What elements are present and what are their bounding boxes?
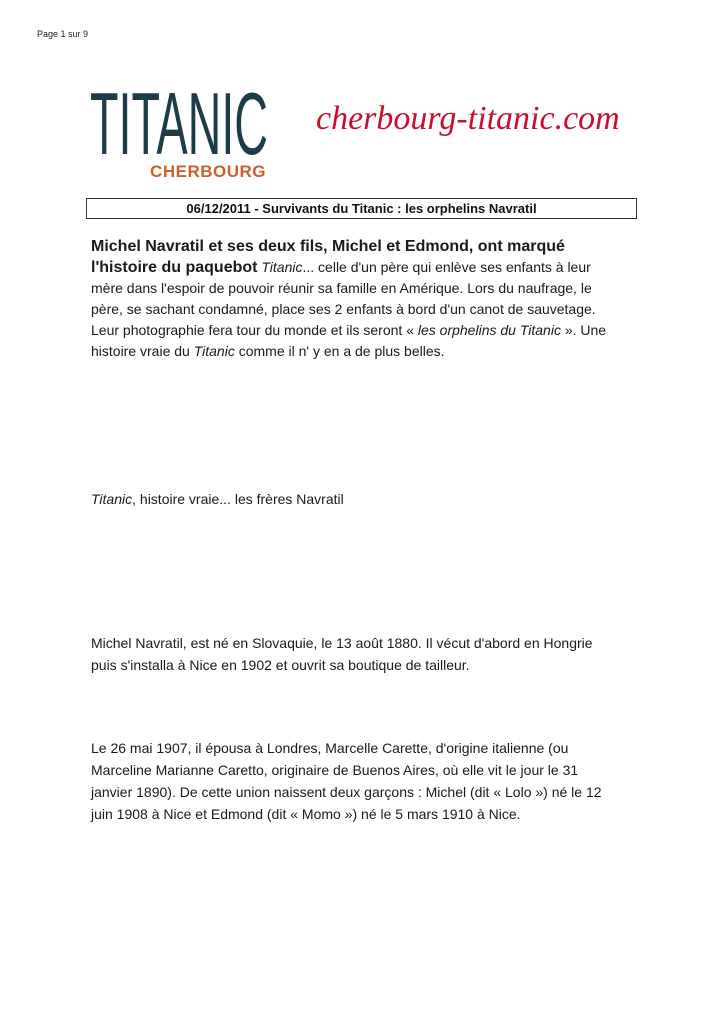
- paragraph-line: Michel Navratil, est né en Slovaquie, le 13 août 1880. Il vécut d'abord en Hongrie: [91, 635, 593, 651]
- site-name-link[interactable]: cherbourg-titanic.com: [316, 100, 620, 137]
- titanic-italic: Titanic: [91, 491, 133, 507]
- subtitle-text: , histoire vraie... les frères Navratil: [132, 491, 344, 507]
- lead-bold-line: l'histoire du paquebot: [91, 259, 258, 276]
- logo-main-text: TITANIC: [90, 84, 268, 156]
- lead-text: comme il n' y en a de plus belles.: [234, 343, 445, 359]
- lead-text: mère dans l'espoir de pouvoir réunir sa famille en Amérique. Lors du naufrage, le: [91, 280, 592, 296]
- lead-text: histoire vraie du: [91, 343, 194, 359]
- titanic-cherbourg-logo[interactable]: [90, 84, 270, 184]
- paragraph-line: puis s'installa à Nice en 1902 et ouvrit sa boutique de tailleur.: [91, 657, 470, 673]
- lead-text: père, se sachant condamné, place ses 2 enfants à bord d'un canot de sauvetage.: [91, 301, 596, 317]
- lead-paragraph: [91, 236, 651, 362]
- paragraph-line: Le 26 mai 1907, il épousa à Londres, Marcelle Carette, d'origine italienne (ou: [91, 740, 569, 756]
- paragraph-marriage: [91, 737, 651, 825]
- logo-subtitle: CHERBOURG: [150, 162, 266, 181]
- article-title: 06/12/2011 - Survivants du Titanic : les orphelins Navratil: [86, 198, 637, 219]
- titanic-italic: Titanic: [261, 259, 303, 275]
- lead-text: Leur photographie fera tour du monde et ils seront «: [91, 322, 418, 338]
- titanic-logo-text: [90, 84, 270, 156]
- lead-text: ... celle d'un père qui enlève ses enfants à leur: [302, 259, 591, 275]
- lead-text: ». Une: [560, 322, 607, 338]
- paragraph-line: juin 1908 à Nice et Edmond (dit « Momo ») né le 5 mars 1910 à Nice.: [91, 806, 521, 822]
- orphelins-italic: les orphelins du Titanic: [417, 322, 561, 338]
- paragraph-birth: [91, 632, 651, 676]
- section-subtitle: [91, 488, 651, 510]
- paragraph-line: janvier 1890). De cette union naissent deux garçons : Michel (dit « Lolo ») né le 12: [91, 784, 602, 800]
- paragraph-line: Marceline Marianne Caretto, originaire de Buenos Aires, où elle vit le jour le 31: [91, 762, 579, 778]
- page-number: Page 1 sur 9: [37, 29, 89, 39]
- titanic-italic: Titanic: [193, 343, 235, 359]
- lead-bold-line: Michel Navratil et ses deux fils, Michel et Edmond, ont marqué: [91, 238, 565, 255]
